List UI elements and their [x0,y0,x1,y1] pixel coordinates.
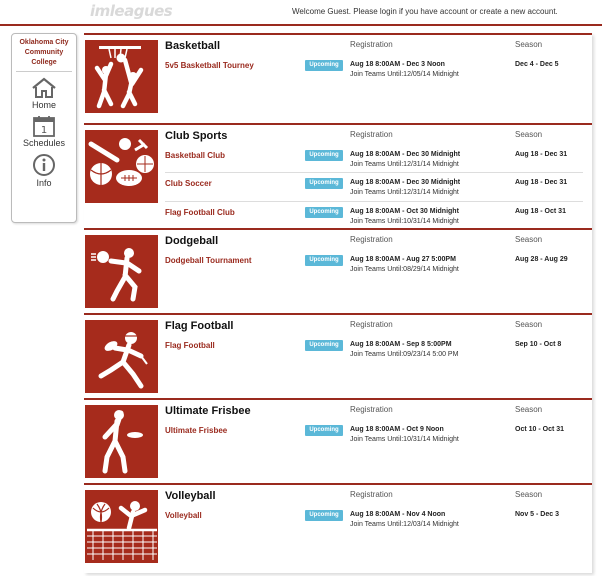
home-icon [31,77,57,99]
basketball-icon[interactable] [85,40,158,113]
sport-title: Flag Football [165,320,234,332]
ultimate-frisbee-icon[interactable] [85,405,158,478]
league-row [165,55,583,85]
status-badge: Upcoming [305,510,343,521]
season-header: Season [515,235,543,244]
registration-header: Registration [350,130,393,139]
info-icon [31,153,57,177]
season-dates: Sep 10 - Oct 8 [515,341,562,348]
dodgeball-icon[interactable] [85,235,158,308]
svg-text:1: 1 [40,125,48,136]
join-deadline: Join Teams Until:08/29/14 Midnight [350,266,459,273]
season-dates: Nov 5 - Dec 3 [515,511,559,518]
league-link[interactable]: 5v5 Basketball Tourney [165,61,254,70]
volleyball-icon[interactable] [85,490,158,563]
join-deadline: Join Teams Until:10/31/14 Midnight [350,218,459,225]
registration-dates: Aug 18 8:00AM - Oct 9 Noon [350,426,444,433]
sport-section-club-sports [84,123,592,228]
registration-dates: Aug 18 8:00AM - Oct 30 Midnight [350,208,459,215]
school-name: Oklahoma City Community College [19,39,69,66]
status-badge: Upcoming [305,207,343,218]
sport-section-flag-football [84,313,592,398]
registration-header: Registration [350,320,393,329]
status-badge: Upcoming [305,340,343,351]
registration-dates: Aug 18 8:00AM - Dec 30 Midnight [350,179,461,186]
league-row [165,420,583,450]
flag-football-icon[interactable] [85,320,158,393]
join-deadline: Join Teams Until:12/03/14 Midnight [350,521,459,528]
registration-dates: Aug 18 8:00AM - Dec 30 Midnight [350,151,461,158]
join-deadline: Join Teams Until:10/31/14 Midnight [350,436,459,443]
league-link[interactable]: Flag Football [165,341,215,350]
welcome-message: Welcome Guest. Please login if you have account or create a new account. [292,7,558,16]
sidebar [11,33,77,223]
sidebar-item-label: Info [36,178,52,188]
sport-title: Ultimate Frisbee [165,405,251,417]
season-dates: Aug 18 - Dec 31 [515,151,568,158]
status-badge: Upcoming [305,60,343,71]
status-badge: Upcoming [305,255,343,266]
top-bar [0,0,602,26]
calendar-icon [31,115,57,137]
sport-title: Basketball [165,40,221,52]
registration-header: Registration [350,235,393,244]
sport-section-basketball [84,33,592,123]
league-row [165,201,583,231]
season-header: Season [515,130,543,139]
league-link[interactable]: Club Soccer [165,179,212,188]
sidebar-item-schedules[interactable] [12,115,76,148]
league-link[interactable]: Flag Football Club [165,208,235,217]
sidebar-item-home[interactable] [12,77,76,110]
registration-dates: Aug 18 8:00AM - Nov 4 Noon [350,511,446,518]
join-deadline: Join Teams Until:09/23/14 5:00 PM [350,351,459,358]
season-header: Season [515,40,543,49]
registration-dates: Aug 18 8:00AM - Sep 8 5:00PM [350,341,452,348]
club-sports-icon[interactable] [85,130,158,203]
league-link[interactable]: Ultimate Frisbee [165,426,228,435]
sport-title: Volleyball [165,490,216,502]
league-row [165,335,583,365]
league-row [165,250,583,280]
season-header: Season [515,320,543,329]
league-row [165,172,583,202]
sport-section-ultimate-frisbee [84,398,592,483]
season-header: Season [515,405,543,414]
league-row [165,505,583,535]
sport-title: Dodgeball [165,235,219,247]
status-badge: Upcoming [305,150,343,161]
season-dates: Aug 18 - Dec 31 [515,179,568,186]
registration-header: Registration [350,40,393,49]
registration-dates: Aug 18 8:00AM - Aug 27 5:00PM [350,256,456,263]
league-link[interactable]: Basketball Club [165,151,226,160]
status-badge: Upcoming [305,178,343,189]
join-deadline: Join Teams Until:12/05/14 Midnight [350,71,459,78]
sports-list [84,33,592,573]
season-dates: Aug 18 - Oct 31 [515,208,566,215]
sport-title: Club Sports [165,130,228,142]
join-deadline: Join Teams Until:12/31/14 Midnight [350,161,459,168]
season-dates: Dec 4 - Dec 5 [515,61,559,68]
sidebar-divider [16,71,72,72]
league-row [165,145,583,175]
registration-dates: Aug 18 8:00AM - Dec 3 Noon [350,61,445,68]
registration-header: Registration [350,405,393,414]
sport-section-dodgeball [84,228,592,313]
season-dates: Oct 10 - Oct 31 [515,426,565,433]
imleagues-logo[interactable]: imleagues [90,2,173,20]
sport-section-volleyball [84,483,592,573]
season-dates: Aug 28 - Aug 29 [515,256,568,263]
sidebar-item-label: Schedules [22,138,66,148]
registration-header: Registration [350,490,393,499]
sidebar-item-label: Home [31,100,56,110]
league-link[interactable]: Dodgeball Tournament [165,256,252,265]
join-deadline: Join Teams Until:12/31/14 Midnight [350,189,459,196]
sidebar-item-info[interactable] [12,153,76,188]
status-badge: Upcoming [305,425,343,436]
season-header: Season [515,490,543,499]
league-link[interactable]: Volleyball [165,511,202,520]
